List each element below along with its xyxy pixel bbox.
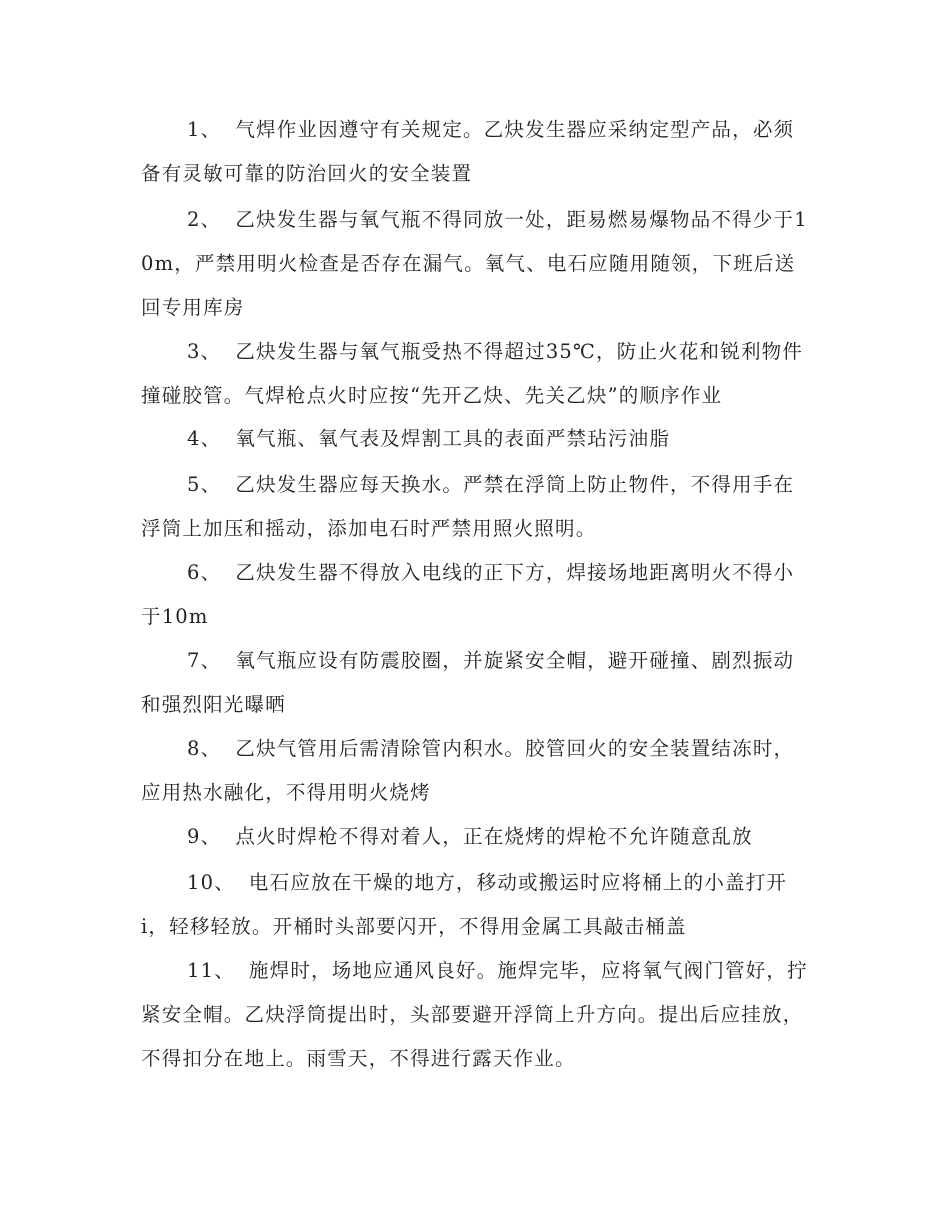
list-item	[141, 861, 811, 949]
list-item	[141, 949, 811, 1081]
list-item	[141, 108, 811, 196]
list-item	[141, 727, 811, 815]
item-text: 乙炔发生器与氧气瓶不得同放一处，距易燃易爆物品不得少于10m，严禁用明火检查是否存在漏气。氧气、电石应随用随领，下班后送回专用库房	[141, 208, 808, 319]
item-number: 2、	[187, 208, 222, 231]
item-number: 3、	[187, 340, 222, 363]
list-item	[141, 330, 811, 418]
list-item	[141, 463, 811, 551]
item-text: 点火时焊枪不得对着人，正在烧烤的焊枪不允许随意乱放	[235, 825, 753, 848]
item-text: 气焊作业因遵守有关规定。乙炔发生器应采纳定型产品，必须备有灵敏可靠的防治回火的安全装置	[141, 118, 795, 185]
item-number: 9、	[187, 825, 222, 848]
list-item	[141, 815, 811, 859]
list-item	[141, 198, 811, 330]
item-text: 电石应放在干燥的地方，移动或搬运时应将桶上的小盖打开i，轻移轻放。开桶时头部要闪开，不得用金属工具敲击桶盖	[141, 871, 788, 938]
item-text: 氧气瓶应设有防震胶圈，并旋紧安全帽，避开碰撞、剧烈振动和强烈阳光曝晒	[141, 649, 795, 716]
item-number: 10、	[187, 871, 235, 894]
item-number: 8、	[187, 737, 222, 760]
item-text: 乙炔发生器不得放入电线的正下方，焊接场地距离明火不得小于10m	[141, 561, 795, 628]
item-text: 氧气瓶、氧气表及焊割工具的表面严禁玷污油脂	[235, 427, 671, 450]
item-number: 11、	[187, 959, 235, 982]
item-text: 乙炔发生器与氧气瓶受热不得超过35℃，防止火花和锐利物件撞碰胶管。气焊枪点火时应按“先开乙炔、先关乙炔”的顺序作业	[141, 340, 804, 407]
item-text: 施焊时，场地应通风良好。施焊完毕，应将氧气阀门管好，拧紧安全帽。乙炔浮筒提出时，头部要避开浮筒上升方向。提出后应挂放，不得扣分在地上。雨雪天，不得进行露天作业。	[141, 959, 808, 1070]
item-number: 1、	[187, 118, 222, 141]
item-text: 乙炔气管用后需清除管内积水。胶管回火的安全装置结冻时，应用热水融化，不得用明火烧烤	[141, 737, 795, 804]
item-number: 6、	[187, 561, 222, 584]
item-text: 乙炔发生器应每天换水。严禁在浮筒上防止物件，不得用手在浮筒上加压和摇动，添加电石时严禁用照火照明。	[141, 473, 795, 540]
list-item	[141, 639, 811, 727]
list-item	[141, 417, 811, 461]
list-item	[141, 551, 811, 639]
item-number: 5、	[187, 473, 222, 496]
item-number: 7、	[187, 649, 222, 672]
item-number: 4、	[187, 427, 222, 450]
